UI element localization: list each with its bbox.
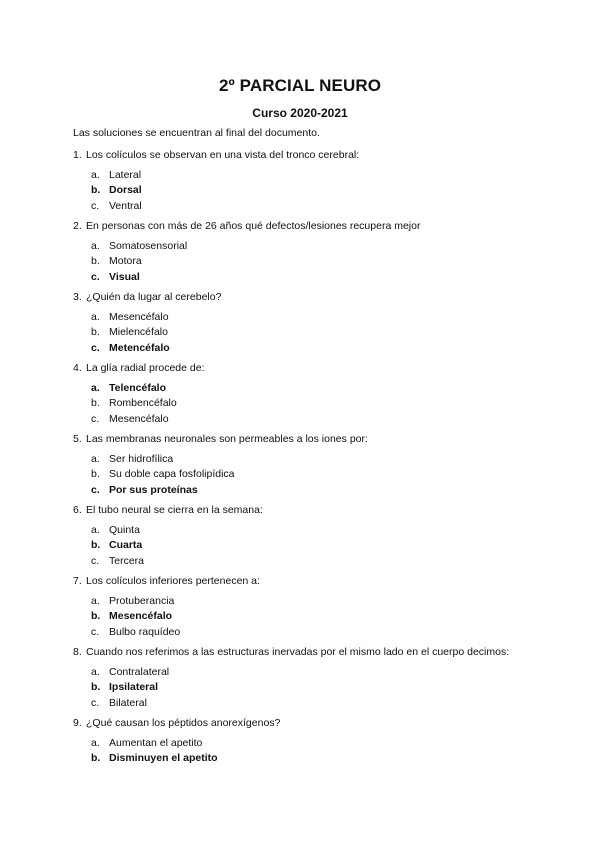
question-1 — [73, 149, 359, 161]
option-5-1 — [91, 452, 235, 467]
option-8-3 — [91, 696, 169, 711]
option-letter: b. — [91, 610, 101, 623]
question-number: 6. — [73, 504, 82, 516]
option-text: Cuarta — [109, 539, 143, 552]
option-text: Bulbo raquídeo — [109, 625, 181, 638]
option-2-1 — [91, 239, 187, 254]
question-3 — [73, 291, 221, 303]
option-6-1 — [91, 523, 144, 538]
option-letter: a. — [91, 737, 100, 749]
option-list — [91, 381, 177, 427]
option-3-1 — [91, 310, 170, 325]
question-7 — [73, 575, 260, 587]
option-1-3 — [91, 199, 142, 214]
option-letter: c. — [91, 625, 100, 638]
question-text: ¿Quién da lugar al cerebelo? — [86, 291, 222, 303]
option-text: Metencéfalo — [109, 341, 170, 354]
option-list — [91, 523, 144, 569]
option-letter: a. — [91, 666, 100, 678]
question-8 — [73, 646, 509, 658]
option-letter: a. — [91, 595, 100, 607]
option-5-2 — [91, 467, 235, 482]
option-list — [91, 239, 187, 285]
question-text: Las membranas neuronales son permeables a los iones por: — [86, 433, 368, 445]
intro-text: Las soluciones se encuentran al final del documento. — [73, 127, 320, 139]
option-letter: c. — [91, 270, 100, 283]
page-subtitle: Curso 2020-2021 — [252, 106, 348, 120]
option-letter: a. — [91, 311, 100, 323]
option-letter: a. — [91, 169, 100, 181]
question-number: 8. — [73, 646, 82, 658]
option-text: Mesencéfalo — [109, 610, 173, 623]
option-1-2 — [91, 183, 142, 198]
question-number: 3. — [73, 291, 82, 303]
question-text: El tubo neural se cierra en la semana: — [86, 504, 263, 516]
question-4 — [73, 362, 205, 374]
option-9-2 — [91, 751, 218, 766]
option-text: Dorsal — [109, 184, 142, 197]
option-letter: c. — [91, 554, 100, 567]
option-text: Somatosensorial — [109, 240, 188, 252]
question-number: 4. — [73, 362, 82, 374]
option-6-3 — [91, 554, 144, 569]
option-1-1 — [91, 168, 142, 183]
question-text: Los colículos se observan en una vista del tronco cerebral: — [86, 149, 360, 161]
page-title: 2º PARCIAL NEURO — [218, 76, 382, 95]
option-text: Protuberancia — [109, 595, 175, 607]
option-letter: b. — [91, 468, 100, 481]
option-text: Mesencéfalo — [109, 311, 169, 323]
option-text: Por sus proteínas — [109, 483, 198, 496]
question-9 — [73, 717, 280, 729]
option-letter: b. — [91, 255, 100, 268]
option-text: Motora — [109, 255, 142, 268]
option-text: Telencéfalo — [109, 382, 166, 394]
option-letter: c. — [91, 696, 100, 709]
question-number: 1. — [73, 149, 82, 161]
option-list — [91, 665, 169, 711]
option-2-2 — [91, 254, 187, 269]
option-text: Tercera — [109, 554, 145, 567]
option-list — [91, 310, 170, 356]
option-letter: b. — [91, 752, 101, 765]
question-number: 9. — [73, 717, 82, 729]
option-7-3 — [91, 625, 180, 640]
question-6 — [73, 504, 263, 516]
option-list — [91, 736, 218, 767]
question-number: 2. — [73, 220, 82, 232]
question-text: Los colículos inferiores pertenecen a: — [86, 575, 260, 587]
question-number: 7. — [73, 575, 82, 587]
option-letter: c. — [91, 412, 100, 425]
question-number: 5. — [73, 433, 82, 445]
question-5 — [73, 433, 368, 445]
option-3-3 — [91, 341, 170, 356]
option-letter: b. — [91, 681, 101, 694]
question-text: En personas con más de 26 años qué defectos/lesiones recupera mejor — [86, 220, 421, 232]
option-text: Quinta — [109, 524, 140, 536]
option-letter: c. — [91, 199, 100, 212]
option-2-3 — [91, 270, 187, 285]
option-4-3 — [91, 412, 177, 427]
option-9-1 — [91, 736, 218, 751]
option-text: Ventral — [109, 199, 142, 212]
option-letter: c. — [91, 341, 100, 354]
option-3-2 — [91, 325, 170, 340]
option-letter: b. — [91, 326, 100, 339]
option-8-2 — [91, 680, 169, 695]
option-4-1 — [91, 381, 177, 396]
option-text: Ipsilateral — [109, 681, 159, 694]
option-6-2 — [91, 538, 144, 553]
option-letter: a. — [91, 240, 100, 252]
question-text: ¿Qué causan los péptidos anorexígenos? — [86, 717, 281, 729]
option-letter: b. — [91, 397, 100, 410]
option-text: Disminuyen el apetito — [109, 752, 218, 765]
option-list — [91, 168, 142, 214]
option-text: Lateral — [109, 169, 142, 181]
option-5-3 — [91, 483, 235, 498]
option-text: Mielencéfalo — [109, 326, 168, 339]
option-letter: b. — [91, 184, 101, 197]
question-text: Cuando nos referimos a las estructuras inervadas por el mismo lado en el cuerpo decimos: — [86, 646, 510, 658]
option-text: Visual — [109, 270, 140, 283]
option-letter: a. — [91, 524, 100, 536]
option-list — [91, 452, 235, 498]
option-letter: c. — [91, 483, 100, 496]
option-8-1 — [91, 665, 169, 680]
option-letter: a. — [91, 453, 100, 465]
option-text: Bilateral — [109, 696, 147, 709]
option-4-2 — [91, 396, 177, 411]
option-text: Su doble capa fosfolipídica — [109, 468, 235, 481]
option-text: Mesencéfalo — [109, 412, 169, 425]
option-7-1 — [91, 594, 180, 609]
question-2 — [73, 220, 420, 232]
option-list — [91, 594, 180, 640]
option-letter: a. — [91, 382, 100, 394]
option-text: Rombencéfalo — [109, 397, 177, 410]
option-text: Contralateral — [109, 666, 170, 678]
option-7-2 — [91, 609, 180, 624]
question-text: La glía radial procede de: — [86, 362, 205, 374]
option-text: Aumentan el apetito — [109, 737, 203, 749]
option-text: Ser hidrofílica — [109, 453, 174, 465]
option-letter: b. — [91, 539, 101, 552]
